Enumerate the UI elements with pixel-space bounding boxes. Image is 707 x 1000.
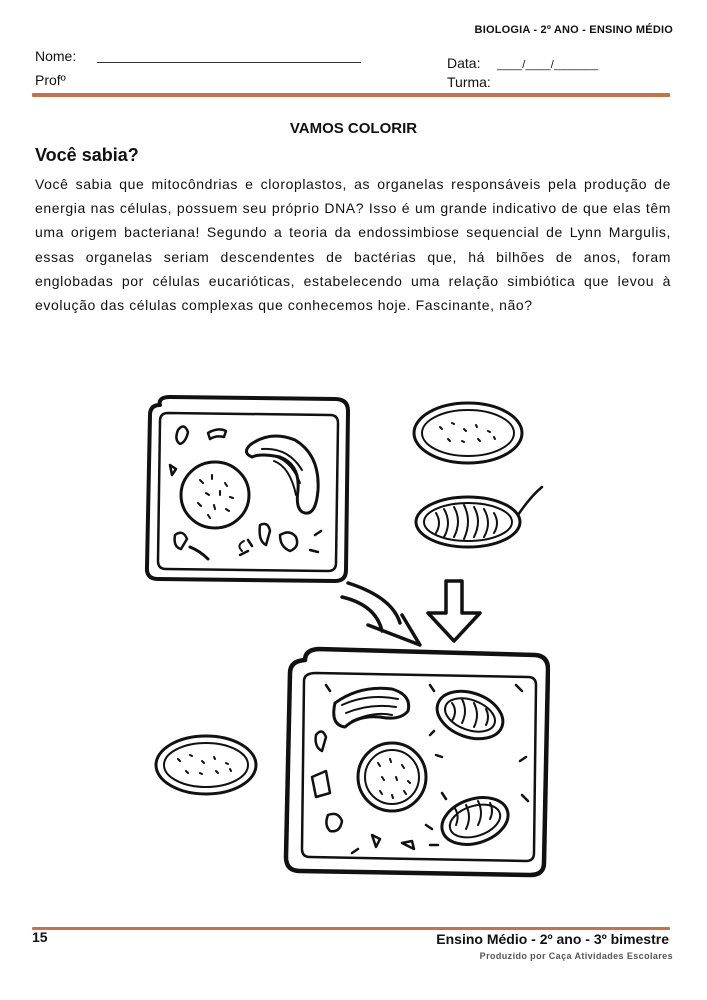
footer-divider <box>32 927 670 930</box>
page-number: 15 <box>32 929 48 945</box>
endosymbiosis-coloring-illustration <box>130 385 550 890</box>
page-title: VAMOS COLORIR <box>289 120 418 137</box>
class-label: Turma: <box>447 74 491 90</box>
subject-header: BIOLOGIA - 2º ANO - ENSINO MÉDIO <box>474 24 673 36</box>
host-cell-top <box>147 397 348 581</box>
host-cell-bottom <box>286 649 548 875</box>
teacher-label: Profº <box>35 72 66 88</box>
name-label: Nome: <box>35 48 77 64</box>
arrow-right <box>428 581 480 641</box>
name-field-line[interactable] <box>97 62 361 63</box>
mitochondrion-bacterium <box>416 487 542 547</box>
bacterium-left <box>156 736 256 794</box>
arrow-left <box>342 583 420 645</box>
section-subtitle: Você sabia? <box>35 145 139 165</box>
info-paragraph: Você sabia que mitocôndrias e cloroplastos, as organelas responsáveis pela produção de energia nas células, possuem seu próprio DNA? Isso é um grande indicativo de que elas têm uma origem bacteriana! Segundo a teoria da endossimbiose sequencial de Lynn Margulis, essas organelas seriam descendentes de bactérias que, há bilhões de anos, foram englobadas por células eucarióticas, estabelecendo uma relação simbiótica que levou à evolução das células complexas que conhecemos hoje. Fascinante, não? <box>35 176 671 314</box>
date-label: Data: <box>447 55 481 71</box>
credit-footer: Produzido por Caça Atividades Escolares <box>479 951 673 961</box>
date-field-blanks[interactable]: ____/____/_______ <box>497 59 599 71</box>
header-divider <box>32 93 670 97</box>
bacterium-top <box>414 403 522 463</box>
course-footer: Ensino Médio - 2º ano - 3º bimestre <box>436 931 669 947</box>
